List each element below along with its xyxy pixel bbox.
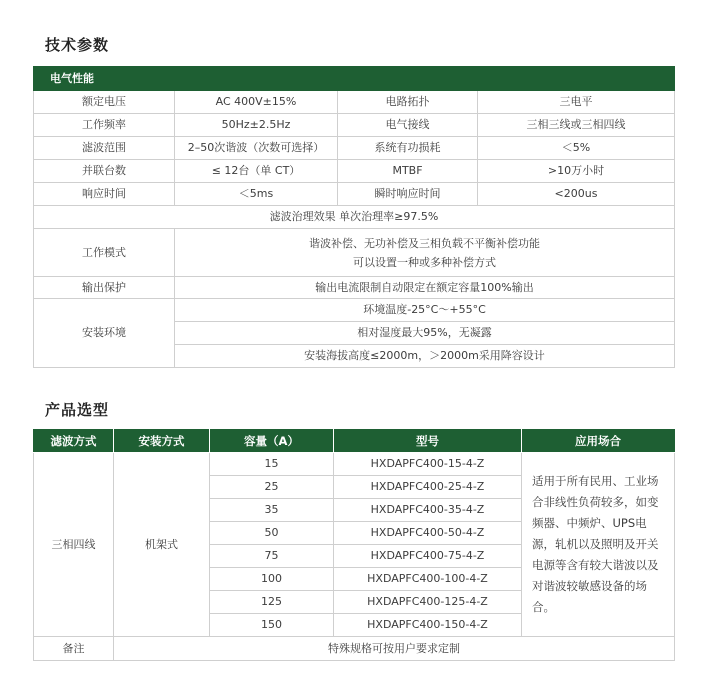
column-header: 容量（A） bbox=[210, 430, 334, 453]
column-header: 滤波方式 bbox=[34, 430, 114, 453]
spec-label: 瞬时响应时间 bbox=[338, 183, 478, 206]
spec-value: 相对湿度最大95%，无凝露 bbox=[175, 322, 675, 345]
spec-label: 电气接线 bbox=[338, 114, 478, 137]
spec-label: 工作频率 bbox=[34, 114, 175, 137]
capacity-cell: 50 bbox=[210, 522, 334, 545]
spec-label: 滤波范围 bbox=[34, 137, 175, 160]
tech-params-heading: 技术参数 bbox=[45, 36, 110, 54]
spec-value: 三相三线或三相四线 bbox=[478, 114, 675, 137]
model-cell: HXDAPFC400-150-4-Z bbox=[334, 614, 522, 637]
work-mode-line: 谐波补偿、无功补偿及三相负载不平衡补偿功能 bbox=[309, 236, 540, 250]
tech-params-table bbox=[33, 66, 675, 368]
spec-row bbox=[34, 160, 675, 183]
work-mode-value bbox=[175, 229, 675, 277]
spec-label: 电路拓扑 bbox=[338, 91, 478, 114]
remark-value: 特殊规格可按用户要求定制 bbox=[114, 637, 675, 661]
capacity-cell: 25 bbox=[210, 476, 334, 499]
remark-label: 备注 bbox=[34, 637, 114, 661]
table-row bbox=[34, 453, 675, 476]
capacity-cell: 15 bbox=[210, 453, 334, 476]
remark-row bbox=[34, 637, 675, 661]
spec-label: MTBF bbox=[338, 160, 478, 183]
filter-effect-row: 滤波治理效果 单次治理率≥97.5% bbox=[34, 206, 675, 229]
filter-mode-cell: 三相四线 bbox=[34, 453, 114, 637]
spec-value: ＜5% bbox=[478, 137, 675, 160]
column-header: 应用场合 bbox=[522, 430, 675, 453]
spec-value: ＜5ms bbox=[175, 183, 338, 206]
table-header-row bbox=[34, 430, 675, 453]
capacity-cell: 125 bbox=[210, 591, 334, 614]
application-cell: 适用于所有民用、工业场合非线性负荷较多，如变频器、中频炉、UPS电源，轧机以及照明及开关电源等含有较大谐波以及对谐波较敏感设备的场合。 bbox=[522, 453, 675, 637]
spec-label: 系统有功损耗 bbox=[338, 137, 478, 160]
spec-label: 响应时间 bbox=[34, 183, 175, 206]
electrical-performance-header: 电气性能 bbox=[34, 67, 675, 91]
spec-label: 并联台数 bbox=[34, 160, 175, 183]
work-mode-line: 可以设置一种或多种补偿方式 bbox=[353, 255, 496, 269]
spec-label: 输出保护 bbox=[34, 277, 175, 299]
spec-value: 2–50次谐波（次数可选择） bbox=[175, 137, 338, 160]
capacity-cell: 150 bbox=[210, 614, 334, 637]
spec-label: 额定电压 bbox=[34, 91, 175, 114]
spec-value: ≤ 12台（单 CT） bbox=[175, 160, 338, 183]
spec-value: 安装海拔高度≤2000m，＞2000m采用降容设计 bbox=[175, 345, 675, 368]
column-header: 安装方式 bbox=[114, 430, 210, 453]
install-env-row bbox=[34, 299, 675, 322]
model-cell: HXDAPFC400-50-4-Z bbox=[334, 522, 522, 545]
spec-row bbox=[34, 183, 675, 206]
model-cell: HXDAPFC400-125-4-Z bbox=[334, 591, 522, 614]
work-mode-row bbox=[34, 229, 675, 277]
spec-value: >10万小时 bbox=[478, 160, 675, 183]
spec-row bbox=[34, 91, 675, 114]
spec-value: 50Hz±2.5Hz bbox=[175, 114, 338, 137]
model-cell: HXDAPFC400-35-4-Z bbox=[334, 499, 522, 522]
product-selection-heading: 产品选型 bbox=[45, 401, 110, 419]
column-header: 型号 bbox=[334, 430, 522, 453]
model-cell: HXDAPFC400-100-4-Z bbox=[334, 568, 522, 591]
spec-value: 三电平 bbox=[478, 91, 675, 114]
capacity-cell: 35 bbox=[210, 499, 334, 522]
install-mode-cell: 机架式 bbox=[114, 453, 210, 637]
spec-label: 工作模式 bbox=[34, 229, 175, 277]
spec-label: 安装环境 bbox=[34, 299, 175, 368]
capacity-cell: 75 bbox=[210, 545, 334, 568]
capacity-cell: 100 bbox=[210, 568, 334, 591]
model-cell: HXDAPFC400-25-4-Z bbox=[334, 476, 522, 499]
model-cell: HXDAPFC400-75-4-Z bbox=[334, 545, 522, 568]
spec-row bbox=[34, 137, 675, 160]
product-selection-table bbox=[33, 429, 675, 661]
spec-value: 环境温度-25°C～+55°C bbox=[175, 299, 675, 322]
model-cell: HXDAPFC400-15-4-Z bbox=[334, 453, 522, 476]
spec-value: 输出电流限制自动限定在额定容量100%输出 bbox=[175, 277, 675, 299]
spec-row bbox=[34, 114, 675, 137]
spec-value: <200us bbox=[478, 183, 675, 206]
spec-value: AC 400V±15% bbox=[175, 91, 338, 114]
output-protection-row bbox=[34, 277, 675, 299]
